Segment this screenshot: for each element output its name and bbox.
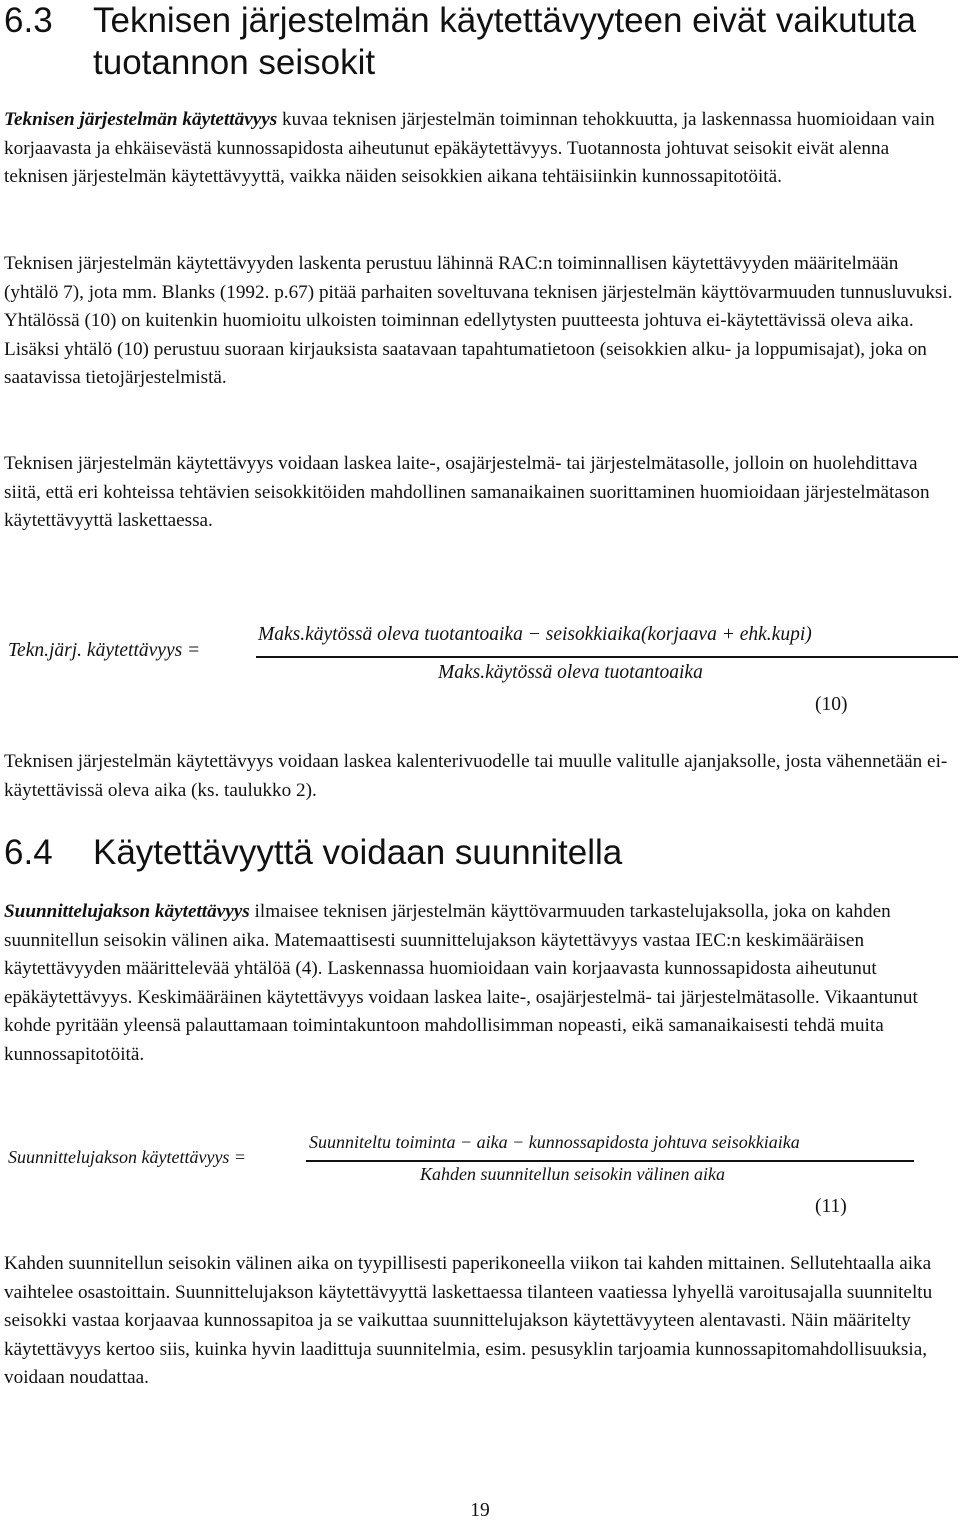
defined-term: Teknisen järjestelmän käytettävyys [4,109,278,130]
equation-denominator: Maks.käytössä oleva tuotantoaika [438,662,703,683]
defined-term: Suunnittelujakson käytettävyys [4,901,250,922]
paragraph-text: ilmaisee teknisen järjestelmän käyttövarmuuden tarkastelujaksolla, joka on kahden suunnitellun seisokin välinen aika. Matemaattisesti suunnittelujakson käytettävyys vastaa IEC:n keskimääräisen käytettävyyden määrittelevää yhtälöä (4). Laskennassa huomioidaan vain korjaavasta kunnossapidosta aiheutunut epäkäytettävyys. Keskimääräinen käytettävyys voidaan laskea laite-, osajärjestelmä- tai järjestelmätasolle. Vikaantunut kohde pyritään yleensä palauttamaan toimintakuntoon mahdollisimman nopeasti, eikä samanaikaisesti tehdä muita kunnossapitotöitä. [4,901,918,1065]
equation-lhs: Tekn.järj. käytettävyys = [8,640,201,661]
fraction-bar [306,1160,914,1162]
section-number: 6.3 [4,1,53,40]
section-number: 6.4 [4,833,53,872]
equation-denominator: Kahden suunnitellun seisokin välinen aika [420,1164,725,1184]
section-title: Teknisen järjestelmän käytettävyyteen eivät vaikututa tuotannon seisokit [93,1,916,82]
page-number: 19 [470,1500,490,1521]
equation-numerator: Suunniteltu toiminta − aika − kunnossapidosta johtuva seisokkiaika [309,1132,800,1152]
equation-number: (10) [815,694,848,715]
equation-number: (11) [815,1196,847,1217]
equation-11 [0,1126,960,1206]
paragraph-calendar-year: Teknisen järjestelmän käytettävyys voidaan laskea kalenterivuodelle tai muulle valitulle ajanjaksolle, josta vähennetään ei-käytettävissä oleva aika (ks. taulukko 2). [4,751,948,801]
paragraph-paper-machine: Kahden suunnitellun seisokin välinen aika on tyypillisesti paperikoneella viikon tai kahden mittainen. Sellutehtaalla aika vaihtelee osastoittain. Suunnittelujakson käytettävyyttä laskettaessa tilanteen vaatiessa lyhyellä varoitusajalla suunniteltu seisokki vastaa korjaavaa kunnossapitoa ja se vaikuttaa suunnittelujakson käytettävyyteen alentavasti. Näin määritelty käytettävyys kertoo siis, kuinka hyvin laadittuja suunnitelmia, esim. pesusyklin tarjoamia kunnossapitomahdollisuuksia, voidaan noudattaa. [4,1253,933,1388]
paragraph-rac-basis: Teknisen järjestelmän käytettävyyden laskenta perustuu lähinnä RAC:n toiminnallisen käytettävyyden määritelmään (yhtälö 7), jota mm. Blanks (1992. p.67) pitää parhaiten soveltuvana teknisen järjestelmän käyttövarmuuden tunnusluvuksi. Yhtälössä (10) on kuitenkin huomioitu ulkoisten toiminnan edellytysten puutteesta johtuva ei-käytettävissä oleva aika. Lisäksi yhtälö (10) perustuu suoraan kirjauksista saatavaan tapahtumatietoon (seisokkien alku- ja loppumisajat), joka on saatavissa tietojärjestelmistä. [4,253,953,388]
equation-lhs: Suunnittelujakson käytettävyys = [8,1147,247,1167]
equation-numerator: Maks.käytössä oleva tuotantoaika − seisokkiaika(korjaava + ehk.kupi) [258,624,812,645]
paragraph-planning-period-availability [4,898,954,1069]
paragraph-text: kuvaa teknisen järjestelmän toiminnan tehokkuutta, ja laskennassa huomioidaan vain korjaavasta ja ehkäisevästä kunnossapidosta aiheutunut epäkäytettävyys. Tuotannosta johtuvat seisokit eivät alenna teknisen järjestelmän käytettävyyttä, vaikka näiden seisokkien aikana tehtäisiinkin kunnossapitotöitä. [4,109,935,187]
fraction-bar [256,656,958,658]
paragraph-technical-availability [4,106,954,192]
paragraph-levels: Teknisen järjestelmän käytettävyys voidaan laskea laite-, osajärjestelmä- tai järjestelmätasolle, jolloin on huolehdittava siitä, että eri kohteissa tehtävien seisokkitöiden mahdollinen samanaikainen suorittaminen huomioidaan järjestelmätason käytettävyyttä laskettaessa. [4,453,930,531]
section-title: Käytettävyyttä voidaan suunnitella [93,833,623,872]
